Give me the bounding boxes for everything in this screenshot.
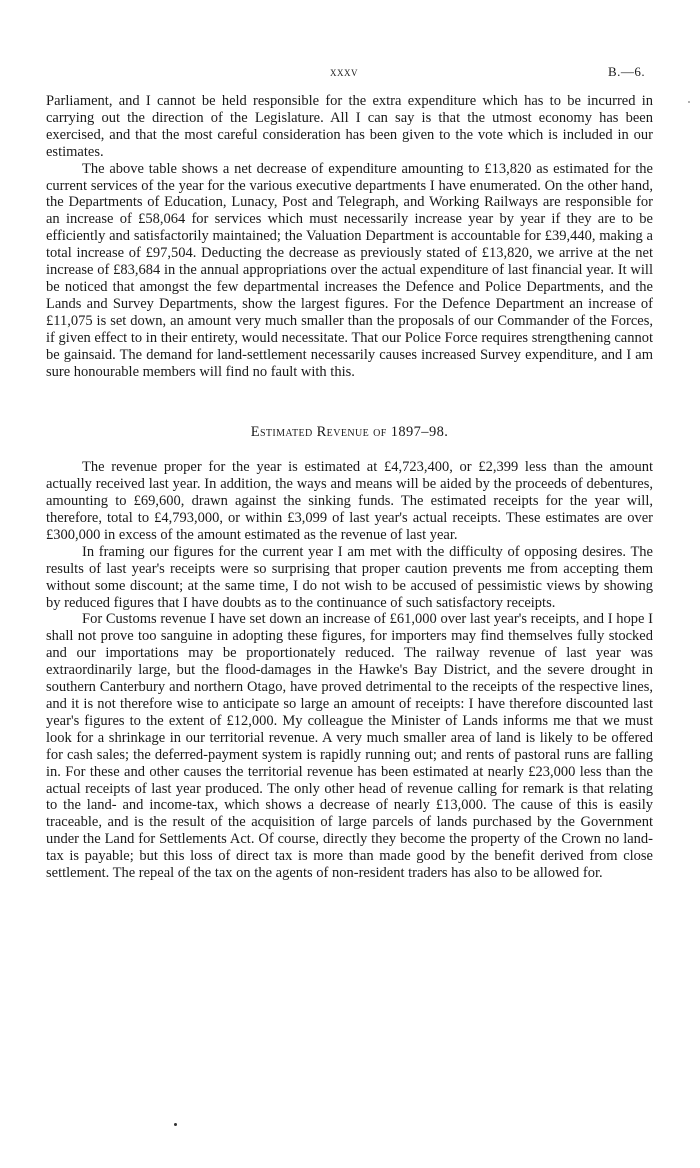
paragraph: The above table shows a net decrease of expenditure amounting to £13,820 as estimated for the current services of the year for the various executive departments I have enumerated. On the other hand, the Departments of Education, Lunacy, Post and Telegraph, and Working Railways are responsible for an increase of £58,064 for services which must necessarily increase year by year if they are to be efficiently and satisfactorily maintained; the Valuation Department is accountable for £39,440, making a total increase of £97,504. Deducting the decrease as previously stated of £13,820, we arrive at the net increase of £83,684 in the annual appropriations over the actual expenditure of last financial year. It will be noticed that amongst the few departmental increases the Defence and Police Departments, and the Lands and Survey Departments, show the largest figures. For the Defence Department an increase of £11,075 is set down, an amount very much smaller than the proposals of our Commander of the Forces, if given effect to in their entirety, would necessitate. That our Police Force requires strengthening cannot be gainsaid. The demand for land-settlement necessarily causes increased Survey expenditure, and I am sure honourable members will find no fault with this. xyxy=(46,160,653,380)
page-number: xxxv xyxy=(330,64,358,79)
section-heading: Estimated Revenue of 1897–98. xyxy=(250,424,449,441)
margin-mark xyxy=(688,101,690,103)
paragraph: Parliament, and I cannot be held responsible for the extra expenditure which has to be incurred in carrying out the direction of the Legislature. All I can say is that the utmost economy has been exercised, and that the most careful consideration has been given to the vote which is included in our estimates. xyxy=(46,93,653,160)
paragraph: In framing our figures for the current year I am met with the difficulty of opposing desires. The results of last year's receipts were so surprising that proper caution prevents me from accepting them without some discount; at the same time, I do not wish to be accused of pessimistic views by showing by reduced figures that I have doubts as to the continuance of such satisfactory receipts. xyxy=(46,543,653,611)
paragraph: The revenue proper for the year is estimated at £4,723,400, or £2,399 less than the amount actually received last year. In addition, the ways and means will be aided by the proceeds of debentures, amounting to £69,600, drawn against the sinking funds. The estimated receipts for the year will, therefore, total to £4,793,000, or within £3,099 of last year's actual receipts. These estimates are over £300,000 in excess of the amount estimated as the revenue of last year. xyxy=(46,459,653,543)
document-code: B.—6. xyxy=(608,64,646,79)
paragraph: For Customs revenue I have set down an increase of £61,000 over last year's receipts, and I hope I shall not prove too sanguine in adopting these figures, for importers may find themselves fully stocked and our importations may be proportionately reduced. The railway revenue of last year was extraordinarily large, but the flood-damages in the Hawke's Bay District, and the severe drought in southern Canterbury and northern Otago, have proved detrimental to the receipts of the respective lines, and it is not therefore wise to anticipate so large an amount of receipts: I have therefore discounted last year's figures to the extent of £12,000. My colleague the Minister of Lands informs me that we must look for a shrinkage in our territorial revenue. A very much smaller area of land is likely to be offered for cash sales; the deferred-payment system is rapidly running out; and rents of pastoral runs are falling in. For these and other causes the territorial revenue has been estimated at nearly £23,000 less than the actual receipts of last year produced. The only other head of revenue calling for remark is that relating to the land- and income-tax, which shows a decrease of nearly £13,000. The cause of this is easily traceable, and is the result of the acquisition of large parcels of lands purchased by the Government under the Land for Settlements Act. Of course, directly they become the property of the Crown no land-tax is payable; but this loss of direct tax is more than made good by the benefit derived from close settlement. The repeal of the tax on the agents of non-resident traders has also to be allowed for. xyxy=(46,611,653,882)
document-body xyxy=(46,93,653,882)
footer-dot xyxy=(174,1123,177,1126)
page-header xyxy=(0,64,700,84)
